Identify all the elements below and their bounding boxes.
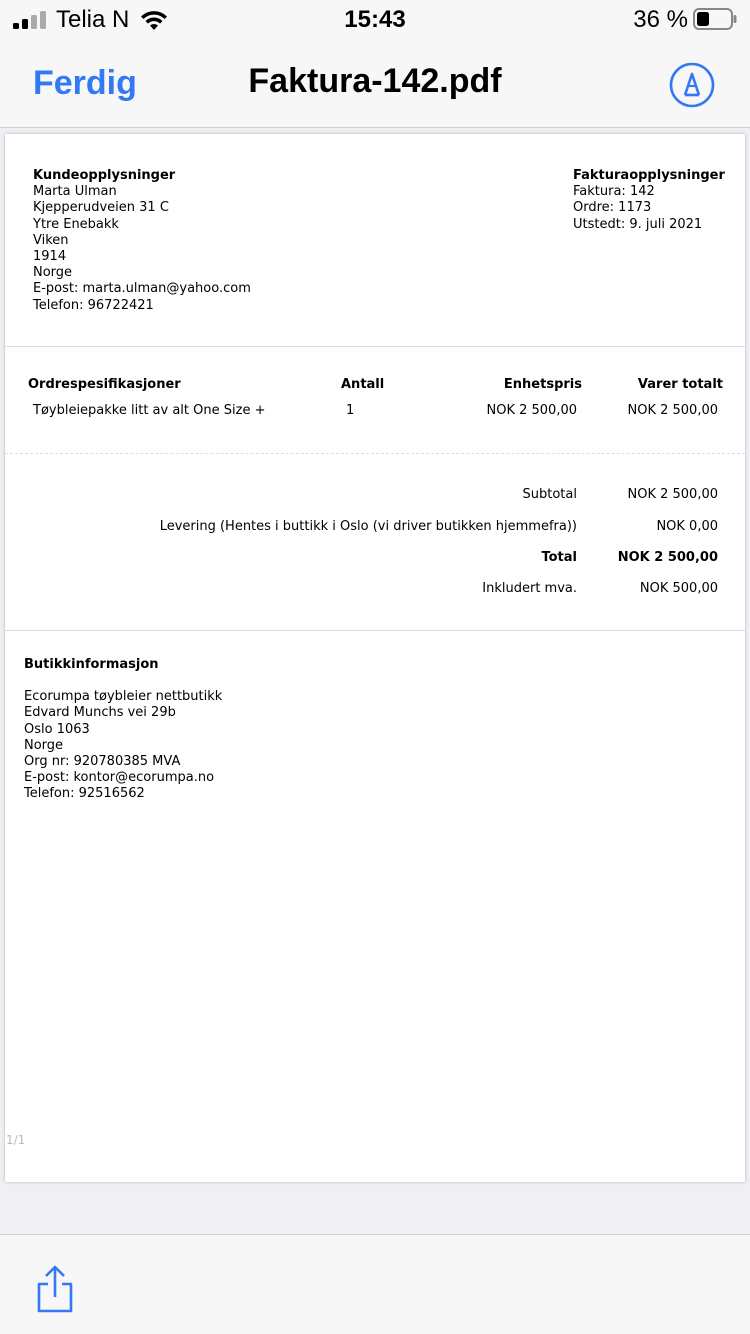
shop-org-number: Org nr: 920780385 MVA bbox=[24, 754, 181, 770]
table-cell-unit-price: NOK 2 500,00 bbox=[486, 403, 577, 418]
shop-info bbox=[24, 657, 222, 803]
table-cell-line-total: NOK 2 500,00 bbox=[627, 403, 718, 418]
subtotal-value: NOK 2 500,00 bbox=[627, 487, 718, 502]
customer-email: E-post: marta.ulman@yahoo.com bbox=[33, 281, 251, 297]
carrier-name: Telia N bbox=[56, 6, 130, 33]
customer-phone: Telefon: 96722421 bbox=[33, 297, 154, 313]
vat-label: Inkludert mva. bbox=[482, 581, 577, 596]
nav-bar bbox=[0, 40, 750, 128]
customer-street: Kjepperudveien 31 C bbox=[33, 200, 169, 216]
customer-postcode: 1914 bbox=[33, 249, 67, 265]
shop-street: Edvard Munchs vei 29b bbox=[24, 705, 176, 721]
pdf-page[interactable] bbox=[5, 134, 745, 1182]
shop-phone: Telefon: 92516562 bbox=[24, 786, 145, 802]
shop-country: Norge bbox=[24, 737, 64, 753]
order-number: Ordre: 1173 bbox=[573, 200, 652, 216]
invoice-heading: Fakturaopplysninger bbox=[573, 168, 725, 183]
shop-name: Ecorumpa tøybleier nettbutikk bbox=[24, 689, 223, 705]
delivery-label: Levering (Hentes i buttikk i Oslo (vi driver butikken hjemmefra)) bbox=[159, 519, 577, 534]
invoice-info bbox=[573, 168, 725, 233]
customer-region: Viken bbox=[33, 232, 69, 248]
done-button[interactable]: Ferdig bbox=[33, 64, 137, 102]
battery-percent: 36 % bbox=[633, 6, 688, 33]
markup-pen-icon[interactable] bbox=[669, 62, 715, 108]
total-value: NOK 2 500,00 bbox=[617, 550, 718, 565]
customer-country: Norge bbox=[33, 265, 73, 281]
customer-city: Ytre Enebakk bbox=[33, 216, 119, 232]
page-indicator: 1/1 bbox=[6, 1133, 26, 1147]
customer-heading: Kundeopplysninger bbox=[33, 168, 176, 183]
subtotal-label: Subtotal bbox=[522, 487, 577, 502]
shop-heading: Butikkinformasjon bbox=[24, 657, 159, 672]
status-bar bbox=[0, 0, 750, 40]
table-cell-quantity: 1 bbox=[346, 403, 355, 418]
dashed-divider bbox=[5, 453, 745, 454]
bottom-toolbar bbox=[0, 1234, 750, 1334]
shop-email: E-post: kontor@ecorumpa.no bbox=[24, 770, 215, 786]
divider bbox=[5, 346, 745, 347]
table-header-quantity: Antall bbox=[341, 377, 385, 392]
shop-city: Oslo 1063 bbox=[24, 721, 90, 737]
invoice-number: Faktura: 142 bbox=[573, 184, 655, 200]
divider bbox=[5, 630, 745, 631]
battery-icon bbox=[693, 8, 737, 30]
customer-info bbox=[33, 168, 251, 314]
vat-value: NOK 500,00 bbox=[639, 581, 718, 596]
issued-date: Utstedt: 9. juli 2021 bbox=[573, 216, 703, 232]
table-cell-item: Tøybleiepakke litt av alt One Size + bbox=[33, 403, 266, 418]
document-title: Faktura-142.pdf bbox=[248, 62, 502, 100]
total-label: Total bbox=[541, 550, 577, 565]
table-header-line-total: Varer totalt bbox=[637, 377, 723, 392]
share-icon[interactable] bbox=[35, 1265, 75, 1315]
customer-name: Marta Ulman bbox=[33, 184, 117, 200]
table-header-item: Ordrespesifikasjoner bbox=[28, 377, 181, 392]
delivery-value: NOK 0,00 bbox=[656, 519, 718, 534]
table-header-unit-price: Enhetspris bbox=[503, 377, 582, 392]
status-time: 15:43 bbox=[344, 6, 406, 33]
